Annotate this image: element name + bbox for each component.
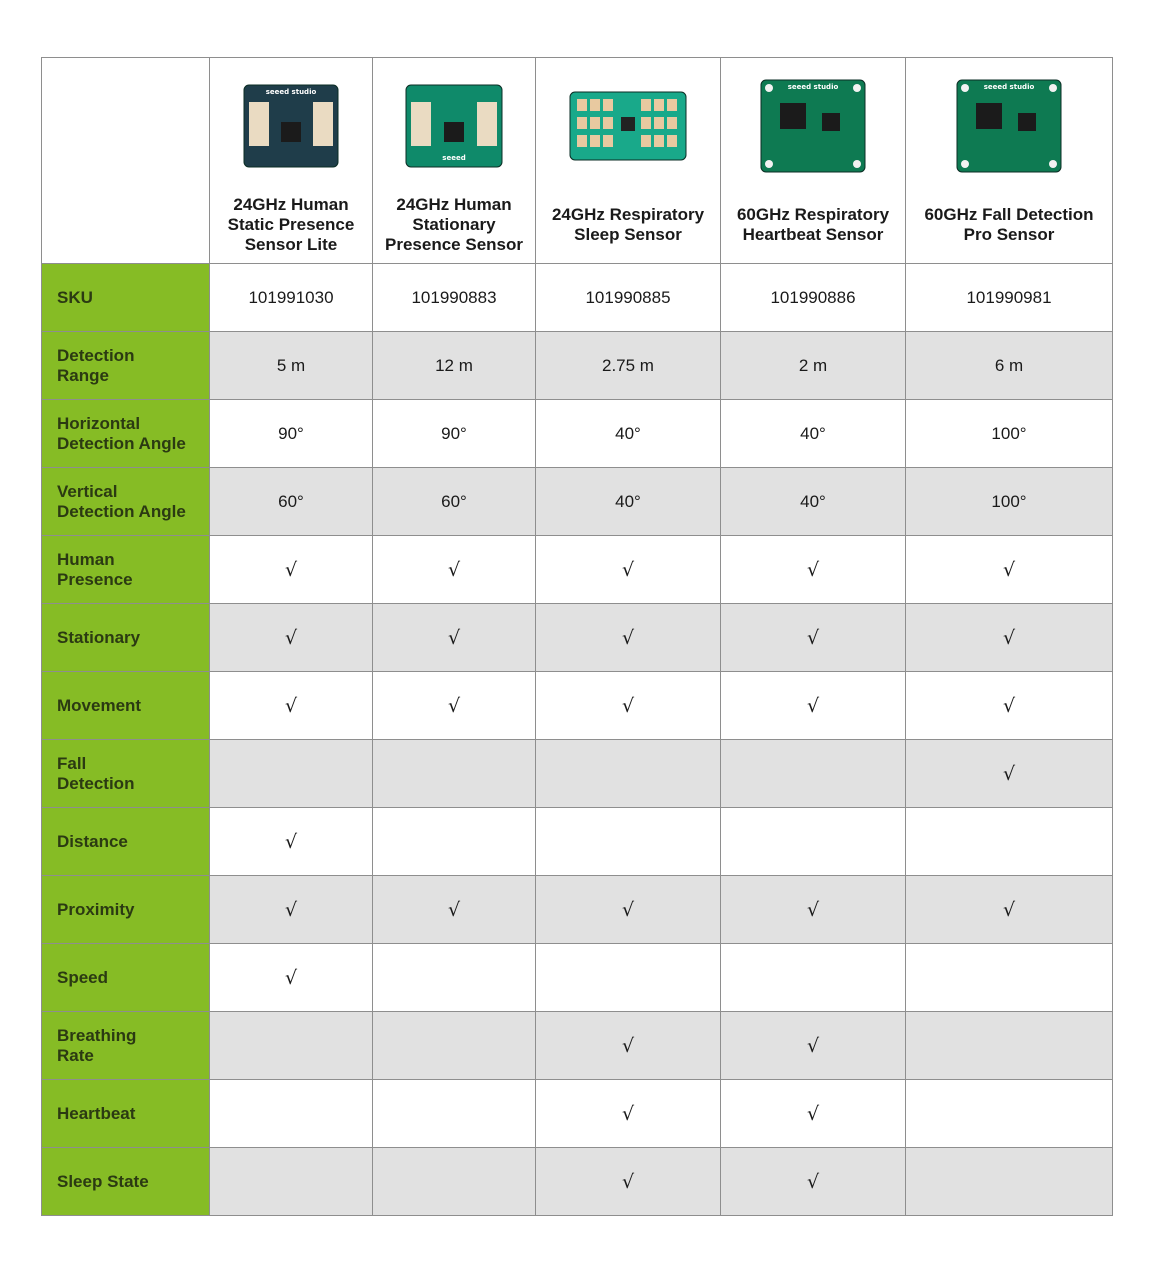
spec-label-line: Rate <box>57 1045 94 1065</box>
spec-value-cell <box>906 332 1113 400</box>
spec-value-cell <box>721 604 906 672</box>
spec-value: 6 m <box>994 355 1024 375</box>
spec-value-cell <box>373 400 536 468</box>
product-name-line: Sleep Sensor <box>574 224 682 244</box>
spec-value: 40° <box>800 491 826 511</box>
spec-value-cell <box>536 264 721 332</box>
check-mark: √ <box>621 898 635 921</box>
spec-label <box>42 672 210 740</box>
spec-value-cell <box>373 672 536 740</box>
spec-value-cell <box>536 468 721 536</box>
board-silkscreen-text: seeed studio <box>983 83 1035 91</box>
sensor-comparison-table <box>41 57 1113 1216</box>
pcb-board-graphic <box>956 79 1062 173</box>
spec-value: 12 m <box>435 355 473 375</box>
spec-rows <box>42 264 1113 1216</box>
product-name <box>548 186 708 263</box>
spec-value-cell <box>210 604 373 672</box>
spec-label-line: Speed <box>57 967 109 987</box>
spec-value-cell <box>373 808 536 876</box>
spec-row <box>42 536 1113 604</box>
product-header-1 <box>210 58 373 264</box>
spec-value-cell <box>906 1148 1113 1216</box>
spec-value-cell <box>536 1148 721 1216</box>
spec-row <box>42 1148 1113 1216</box>
spec-label-line: Presence <box>57 569 133 589</box>
product-header-5 <box>906 58 1113 264</box>
spec-row <box>42 1080 1113 1148</box>
spec-value: 40° <box>615 423 641 443</box>
product-header-row <box>42 58 1113 264</box>
spec-value-cell <box>906 876 1113 944</box>
spec-value-cell <box>210 672 373 740</box>
spec-value-cell <box>210 1080 373 1148</box>
spec-label-line: Stationary <box>57 627 141 647</box>
pcb-board-graphic <box>760 79 866 173</box>
spec-value-cell <box>721 536 906 604</box>
product-name-line: Pro Sensor <box>963 224 1055 244</box>
board-silkscreen-text: seeed studio <box>265 88 317 96</box>
spec-value-cell <box>373 332 536 400</box>
check-mark: √ <box>1002 694 1016 717</box>
product-name-line: Heartbeat Sensor <box>742 224 884 244</box>
header-corner-cell <box>42 58 210 264</box>
spec-value-cell <box>721 1012 906 1080</box>
spec-value-cell <box>373 1148 536 1216</box>
spec-value-cell <box>210 468 373 536</box>
product-name-line: Static Presence <box>227 214 355 234</box>
check-mark: √ <box>806 1102 820 1125</box>
check-mark: √ <box>1002 762 1016 785</box>
spec-label-line: Detection Angle <box>57 501 186 521</box>
product-header-2 <box>373 58 536 264</box>
spec-value-cell <box>906 672 1113 740</box>
spec-value-cell <box>373 740 536 808</box>
board-silkscreen-text: seeed <box>442 154 466 162</box>
spec-value-cell <box>210 400 373 468</box>
spec-value: 101990883 <box>411 287 497 307</box>
spec-value: 90° <box>278 423 304 443</box>
spec-value: 2 m <box>798 355 828 375</box>
spec-value-cell <box>906 740 1113 808</box>
spec-value-cell <box>536 604 721 672</box>
spec-label <box>42 808 210 876</box>
check-mark: √ <box>806 1034 820 1057</box>
spec-value-cell <box>373 1012 536 1080</box>
spec-value-cell <box>210 808 373 876</box>
spec-row <box>42 604 1113 672</box>
product-name-line: Sensor Lite <box>244 234 338 254</box>
board-silkscreen-text: seeed studio <box>787 83 839 91</box>
spec-label <box>42 740 210 808</box>
spec-label-line: Detection <box>57 345 135 365</box>
spec-label-line: SKU <box>57 287 93 307</box>
spec-value-cell <box>536 536 721 604</box>
spec-value-cell <box>906 264 1113 332</box>
check-mark: √ <box>284 694 298 717</box>
check-mark: √ <box>284 558 298 581</box>
spec-label-line: Movement <box>57 695 142 715</box>
spec-label-line: Distance <box>57 831 128 851</box>
product-name <box>733 186 893 263</box>
spec-label-line: Sleep State <box>57 1171 149 1191</box>
spec-row <box>42 400 1113 468</box>
spec-value-cell <box>906 604 1113 672</box>
spec-label <box>42 944 210 1012</box>
product-name-line: 24GHz Human <box>233 194 349 214</box>
spec-label-line: Range <box>57 365 109 385</box>
spec-value-cell <box>210 740 373 808</box>
spec-value: 2.75 m <box>602 355 654 375</box>
spec-row <box>42 332 1113 400</box>
sensor-board-image <box>956 80 1062 172</box>
spec-label-line: Proximity <box>57 899 135 919</box>
spec-value-cell <box>721 332 906 400</box>
product-header-3 <box>536 58 721 264</box>
spec-label <box>42 1080 210 1148</box>
spec-label <box>42 400 210 468</box>
sensor-board-image <box>760 80 866 172</box>
check-mark: √ <box>284 626 298 649</box>
spec-value-cell <box>210 536 373 604</box>
sensor-board-image <box>569 80 687 172</box>
check-mark: √ <box>621 626 635 649</box>
product-name-line: Stationary <box>412 214 496 234</box>
spec-value: 101990981 <box>966 287 1052 307</box>
spec-value-cell <box>906 536 1113 604</box>
check-mark: √ <box>806 694 820 717</box>
spec-row <box>42 944 1113 1012</box>
spec-label-line: Horizontal <box>57 413 141 433</box>
sensor-board-image <box>405 80 503 172</box>
spec-value-cell <box>536 740 721 808</box>
spec-value-cell <box>906 468 1113 536</box>
spec-row <box>42 876 1113 944</box>
spec-value: 101990885 <box>585 287 671 307</box>
product-header-4 <box>721 58 906 264</box>
spec-value-cell <box>536 672 721 740</box>
spec-label-line: Heartbeat <box>57 1103 136 1123</box>
spec-value-cell <box>373 536 536 604</box>
spec-label <box>42 468 210 536</box>
spec-label-line: Breathing <box>57 1025 137 1045</box>
spec-value: 101991030 <box>248 287 334 307</box>
product-name-line: 24GHz Human <box>396 194 512 214</box>
sensor-board-image <box>243 80 339 172</box>
spec-value-cell <box>373 604 536 672</box>
product-name-line: Presence Sensor <box>385 234 523 254</box>
spec-value-cell <box>373 264 536 332</box>
check-mark: √ <box>284 966 298 989</box>
spec-value: 100° <box>991 491 1027 511</box>
spec-value-cell <box>210 944 373 1012</box>
spec-value-cell <box>210 1012 373 1080</box>
spec-value-cell <box>210 332 373 400</box>
spec-value-cell <box>906 1012 1113 1080</box>
spec-value: 100° <box>991 423 1027 443</box>
product-name-line: 60GHz Respiratory <box>736 204 890 224</box>
spec-value-cell <box>721 944 906 1012</box>
spec-value: 90° <box>441 423 467 443</box>
product-name <box>224 186 359 263</box>
spec-label <box>42 332 210 400</box>
spec-value-cell <box>906 1080 1113 1148</box>
spec-value: 60° <box>441 491 467 511</box>
check-mark: √ <box>621 558 635 581</box>
check-mark: √ <box>1002 626 1016 649</box>
spec-label <box>42 264 210 332</box>
spec-value-cell <box>906 808 1113 876</box>
product-name-line: 60GHz Fall Detection <box>924 204 1094 224</box>
spec-label-line: Human <box>57 549 115 569</box>
spec-label <box>42 1148 210 1216</box>
spec-value-cell <box>536 400 721 468</box>
check-mark: √ <box>284 898 298 921</box>
spec-row <box>42 468 1113 536</box>
check-mark: √ <box>1002 558 1016 581</box>
spec-row <box>42 740 1113 808</box>
spec-label <box>42 876 210 944</box>
spec-value-cell <box>536 332 721 400</box>
spec-value-cell <box>906 944 1113 1012</box>
spec-value-cell <box>721 876 906 944</box>
check-mark: √ <box>806 626 820 649</box>
spec-label-line: Detection <box>57 773 135 793</box>
spec-label-line: Detection Angle <box>57 433 186 453</box>
check-mark: √ <box>621 1170 635 1193</box>
spec-label-line: Fall <box>57 753 87 773</box>
pcb-board-graphic <box>569 91 687 161</box>
spec-value-cell <box>721 740 906 808</box>
spec-label <box>42 604 210 672</box>
check-mark: √ <box>806 1170 820 1193</box>
check-mark: √ <box>284 830 298 853</box>
product-name-line: 24GHz Respiratory <box>551 204 705 224</box>
spec-value-cell <box>721 672 906 740</box>
spec-value-cell <box>373 468 536 536</box>
pcb-board-graphic <box>405 84 503 168</box>
spec-value-cell <box>373 876 536 944</box>
spec-value-cell <box>536 1012 721 1080</box>
spec-value-cell <box>721 400 906 468</box>
check-mark: √ <box>621 1102 635 1125</box>
spec-row <box>42 808 1113 876</box>
spec-value: 60° <box>278 491 304 511</box>
spec-value-cell <box>536 808 721 876</box>
pcb-board-graphic <box>243 84 339 168</box>
spec-value-cell <box>721 808 906 876</box>
spec-value: 101990886 <box>770 287 856 307</box>
spec-value: 5 m <box>276 355 306 375</box>
spec-value-cell <box>721 264 906 332</box>
check-mark: √ <box>447 898 461 921</box>
spec-row <box>42 672 1113 740</box>
spec-value-cell <box>210 876 373 944</box>
product-name <box>381 186 527 263</box>
spec-value-cell <box>536 1080 721 1148</box>
product-name <box>920 186 1097 263</box>
spec-value-cell <box>906 400 1113 468</box>
spec-value: 40° <box>615 491 641 511</box>
spec-value-cell <box>210 264 373 332</box>
spec-value-cell <box>210 1148 373 1216</box>
spec-value-cell <box>721 1148 906 1216</box>
spec-value-cell <box>536 876 721 944</box>
check-mark: √ <box>1002 898 1016 921</box>
check-mark: √ <box>447 626 461 649</box>
spec-value-cell <box>721 468 906 536</box>
spec-row <box>42 264 1113 332</box>
spec-label <box>42 536 210 604</box>
spec-label <box>42 1012 210 1080</box>
spec-label-line: Vertical <box>57 481 118 501</box>
check-mark: √ <box>806 898 820 921</box>
check-mark: √ <box>621 1034 635 1057</box>
check-mark: √ <box>447 694 461 717</box>
check-mark: √ <box>621 694 635 717</box>
spec-value-cell <box>373 1080 536 1148</box>
check-mark: √ <box>806 558 820 581</box>
spec-value: 40° <box>800 423 826 443</box>
check-mark: √ <box>447 558 461 581</box>
spec-row <box>42 1012 1113 1080</box>
spec-value-cell <box>536 944 721 1012</box>
spec-value-cell <box>373 944 536 1012</box>
spec-value-cell <box>721 1080 906 1148</box>
